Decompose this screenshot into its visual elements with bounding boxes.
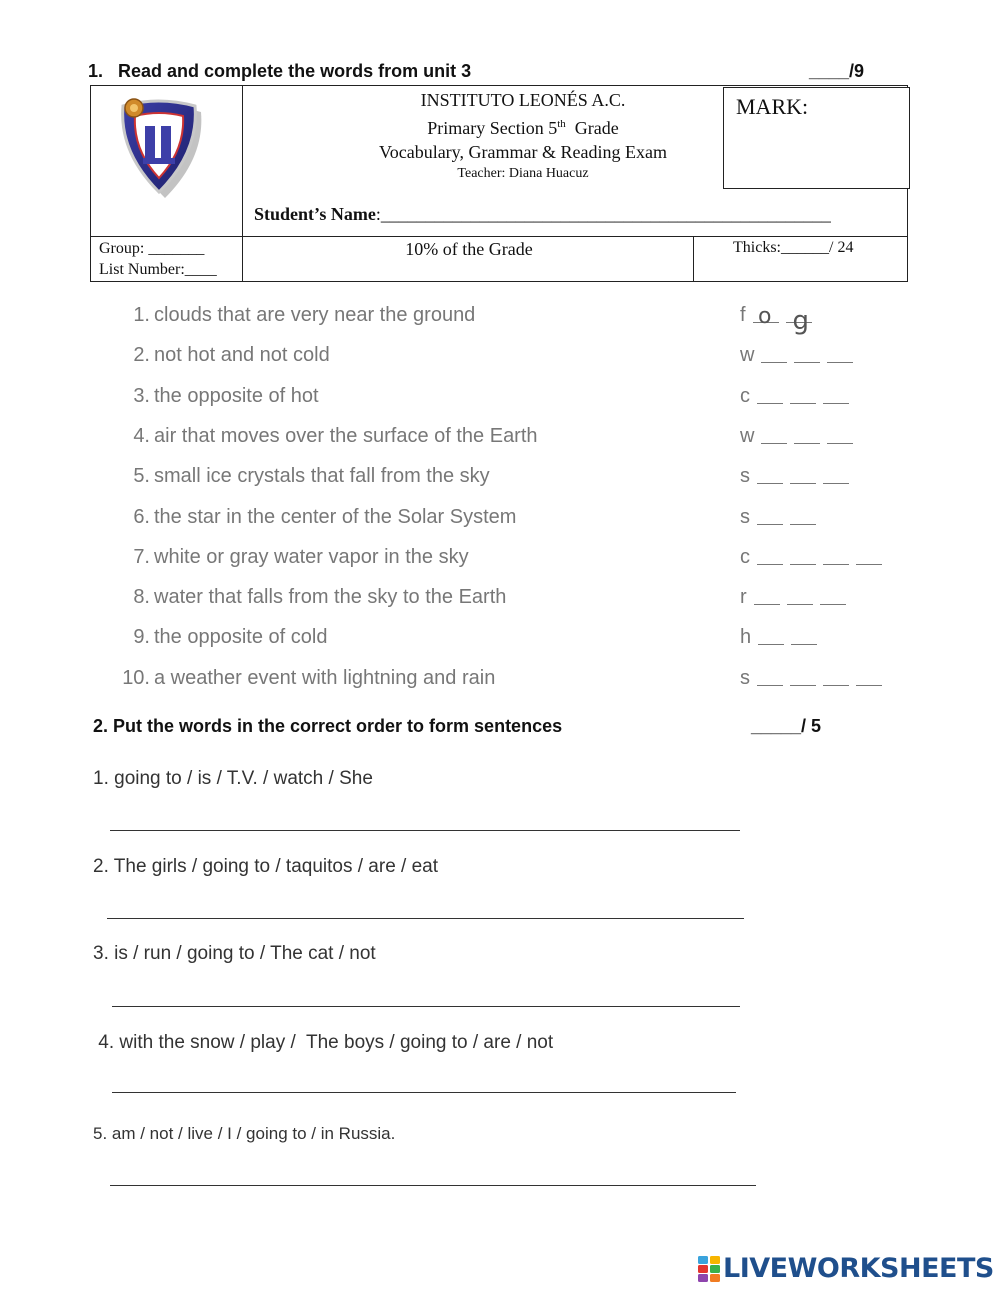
letter-blank[interactable]: [827, 427, 853, 444]
section-grade-suffix: Grade: [565, 118, 619, 138]
vocab-item-clue: small ice crystals that fall from the sky: [154, 465, 490, 487]
vocab-item-clue: the opposite of hot: [154, 385, 319, 407]
answer-line-2[interactable]: [107, 918, 744, 919]
vocab-first-letter: r: [740, 586, 747, 608]
mark-label: MARK:: [736, 94, 809, 119]
vocab-first-letter: s: [740, 465, 750, 487]
section1-title-text: Read and complete the words from unit 3: [118, 61, 472, 81]
student-name-label: Student’s Name: [254, 204, 376, 224]
vocab-answer-field[interactable]: [740, 586, 846, 609]
letter-blank[interactable]: [787, 588, 813, 605]
vocab-item-number: 1.: [133, 304, 150, 326]
vocab-item-number: 10.: [122, 667, 150, 689]
letter-blank[interactable]: [823, 387, 849, 404]
vocab-item-clue: a weather event with lightning and rain: [154, 667, 496, 689]
vocab-item: [0, 506, 1000, 536]
sentence-2: 2. The girls / going to / taquitos / are / eat: [93, 856, 439, 877]
vocab-item-number: 5.: [133, 465, 150, 487]
vocab-item: [0, 667, 1000, 697]
liveworksheets-brand: LIVEWORKSHEETS: [723, 1253, 994, 1284]
vocab-first-letter: s: [740, 506, 750, 528]
vocab-answer-field[interactable]: [740, 425, 853, 448]
letter-blank[interactable]: [794, 427, 820, 444]
vocab-item: [0, 304, 1000, 334]
vocab-item-number: 4.: [133, 425, 150, 447]
vocab-item: [0, 626, 1000, 656]
answer-line-3[interactable]: [112, 1006, 740, 1007]
section-grade-text: Primary Section 5: [427, 118, 558, 138]
letter-blank[interactable]: [758, 628, 784, 645]
vocab-first-letter: s: [740, 667, 750, 689]
vocab-answer-field[interactable]: [740, 385, 849, 408]
letter-blank[interactable]: [790, 548, 816, 565]
vocab-item-clue: the star in the center of the Solar System: [154, 506, 517, 528]
sentence-4: 4. with the snow / play / The boys / going to / are / not: [93, 1032, 554, 1053]
section1-number: 1.: [88, 61, 104, 81]
letter-blank[interactable]: [856, 669, 882, 686]
answer-line-1[interactable]: [110, 830, 740, 831]
vocab-answer-field[interactable]: [740, 546, 882, 569]
vocab-item: [0, 586, 1000, 616]
section-grade: [243, 112, 803, 140]
answer-line-4[interactable]: [112, 1092, 736, 1093]
vocab-item-number: 9.: [133, 626, 150, 648]
vocab-first-letter: h: [740, 626, 752, 648]
student-name-field[interactable]: :__________________________________________________: [375, 204, 831, 224]
sentence-1: 1. going to / is / T.V. / watch / She: [93, 768, 373, 789]
vocab-item: [0, 425, 1000, 455]
vocab-answer-field[interactable]: [740, 506, 816, 529]
student-name-row: [254, 204, 831, 225]
thicks-cell: [693, 236, 908, 282]
grade-percent: 10% of the Grade: [405, 239, 533, 259]
group-field[interactable]: Group: _______: [99, 240, 205, 257]
handwritten-letter-g: g: [792, 306, 809, 336]
letter-blank[interactable]: [827, 346, 853, 363]
letter-blank[interactable]: [757, 508, 783, 525]
letter-blank[interactable]: [790, 669, 816, 686]
handwritten-answer-1: [758, 300, 809, 336]
letter-blank[interactable]: [757, 387, 783, 404]
vocab-first-letter: c: [740, 385, 750, 407]
handwritten-letter-o: o: [758, 304, 772, 329]
section2-score: _____/ 5: [751, 716, 822, 736]
vocab-item-number: 8.: [133, 586, 150, 608]
vocab-item-clue: water that falls from the sky to the Earth: [154, 586, 507, 608]
letter-blank[interactable]: [823, 548, 849, 565]
sentence-3: 3. is / run / going to / The cat / not: [93, 943, 376, 964]
list-number-field[interactable]: List Number:____: [99, 261, 217, 278]
vocab-item-clue: clouds that are very near the ground: [154, 304, 476, 326]
letter-blank[interactable]: [820, 588, 846, 605]
vocab-item-number: 3.: [133, 385, 150, 407]
answer-line-5[interactable]: [110, 1185, 756, 1186]
vocab-answer-field[interactable]: [740, 465, 849, 488]
vocab-first-letter: c: [740, 546, 750, 568]
thicks-field: Thicks:______/ 24: [733, 239, 854, 256]
letter-blank[interactable]: [791, 628, 817, 645]
mark-box: [723, 87, 910, 189]
vocab-item-number: 7.: [133, 546, 150, 568]
letter-blank[interactable]: [790, 508, 816, 525]
group-cell: [90, 236, 243, 282]
section-grade-sup: th: [557, 118, 566, 130]
vocab-answer-field[interactable]: [740, 667, 882, 690]
grade-cell: [242, 236, 694, 282]
letter-blank[interactable]: [757, 467, 783, 484]
vocab-item: [0, 344, 1000, 374]
vocab-item-number: 6.: [133, 506, 150, 528]
exam-title: Vocabulary, Grammar & Reading Exam: [379, 142, 667, 162]
section2-title: 2. Put the words in the correct order to form sentences: [93, 716, 563, 736]
vocab-item: [0, 385, 1000, 415]
crest-cell: [90, 85, 243, 237]
vocab-first-letter: f: [740, 304, 746, 326]
letter-blank[interactable]: [757, 548, 783, 565]
vocab-item: [0, 546, 1000, 576]
teacher-name: Teacher: Diana Huacuz: [457, 166, 589, 181]
vocab-answer-field[interactable]: [740, 626, 817, 649]
letter-blank[interactable]: [757, 669, 783, 686]
letter-blank[interactable]: [794, 346, 820, 363]
vocab-item-clue: air that moves over the surface of the Earth: [154, 425, 538, 447]
school-crest-icon: [103, 92, 213, 202]
vocab-first-letter: w: [740, 425, 755, 447]
letter-blank[interactable]: [790, 387, 816, 404]
vocab-item-clue: the opposite of cold: [154, 626, 328, 648]
liveworksheets-logo-icon: [697, 1255, 721, 1283]
section1-title: [88, 61, 471, 82]
letter-blank[interactable]: [823, 467, 849, 484]
letter-blank[interactable]: [790, 467, 816, 484]
sentence-5: 5. am / not / live / I / going to / in Russia.: [93, 1124, 396, 1143]
letter-blank[interactable]: [761, 427, 787, 444]
letter-blank[interactable]: [823, 669, 849, 686]
section1-score: ____/9: [809, 61, 865, 81]
vocab-item-clue: white or gray water vapor in the sky: [154, 546, 469, 568]
letter-blank[interactable]: [754, 588, 780, 605]
vocab-answer-field[interactable]: [740, 344, 853, 367]
vocab-item-clue: not hot and not cold: [154, 344, 330, 366]
vocab-first-letter: w: [740, 344, 755, 366]
vocab-item: [0, 465, 1000, 495]
letter-blank[interactable]: [761, 346, 787, 363]
vocab-item-number: 2.: [133, 344, 150, 366]
letter-blank[interactable]: [856, 548, 882, 565]
school-name: INSTITUTO LEONÉS A.C.: [420, 90, 626, 110]
title-block: [243, 88, 803, 184]
liveworksheets-logo: [697, 1253, 994, 1284]
